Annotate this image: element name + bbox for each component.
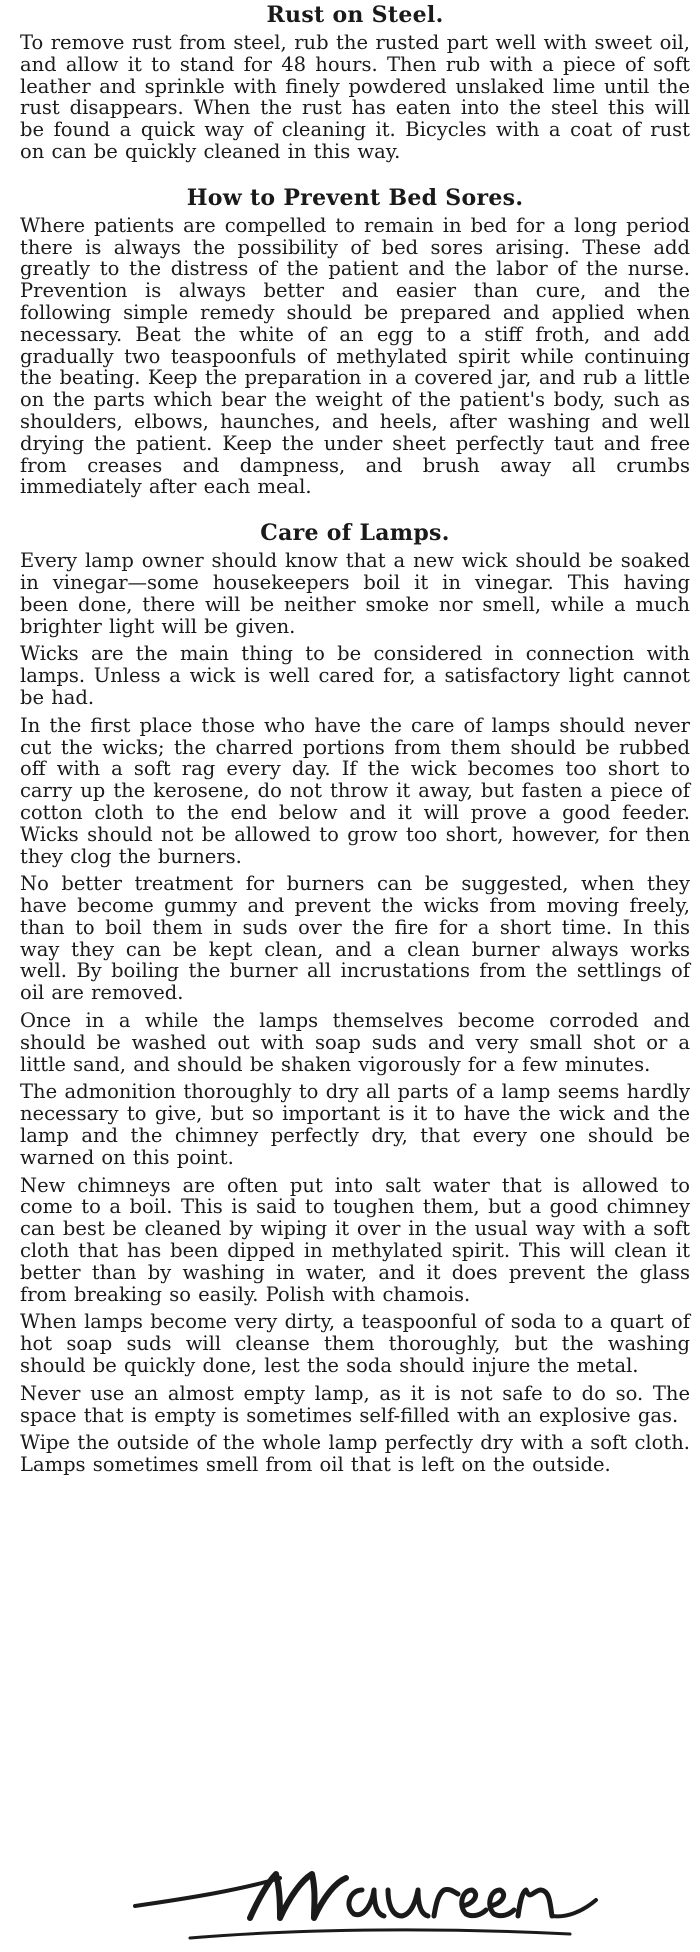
paragraph: Where patients are compelled to remain in bed for a long period there is always the possibility of bed sores arising. These add greatly to the distress of the patient and the labor of the nurse. Prevention is always better and easier than cure, and the following simple remedy should be prepared and applied when necessary. Beat the white of an egg to a stiff froth, and add gradually two teaspoonfuls of methylated spirit while continuing the beating. Keep the preparation in a covered jar, and rub a little on the parts which bear the weight of the patient's body, such as shoulders, elbows, haunches, and heels, after washing and well drying the patient. Keep the under sheet perfectly taut and free from creases and dampness, and brush away all crumbs immediately after each meal. [20,213,690,499]
heading-care-of-lamps: Care of Lamps. [260,520,450,547]
paragraph: To remove rust from steel, rub the rusted part well with sweet oil, and allow it to stand for 48 hours. Then rub with a piece of soft leather and sprinkle with finely powdered unslaked lime until the rust disappears. When the rust has eaten into the steel this will be found a quick way of cleaning it. Bicycles with a coat of rust on can be quickly cleaned in this way. [20,31,690,163]
paragraph: New chimneys are often put into salt water that is allowed to come to a boil. This is said to toughen them, but a good chimney can best be cleaned by wiping it over in the usual way with a soft cloth that has been dipped in methylated spirit. This will clean it better than by washing in water, and it does prevent the glass from breaking so easily. Polish with chamois. [20,1173,690,1306]
heading-bed-sores: How to Prevent Bed Sores. [186,184,524,211]
paragraph: Once in a while the lamps themselves become corroded and should be washed out with soap suds and very small shot or a little sand, and should be shaken vigorously for a few minutes. [20,1009,690,1076]
signature-maureen [130,1840,600,1950]
paragraph: Wipe the outside of the whole lamp perfectly dry with a soft cloth. Lamps sometimes smell from oil that is left on the outside. [20,1431,690,1477]
paragraph: Wicks are the main thing to be considered in connection with lamps. Unless a wick is well cared for, a satisfactory light cannot be had. [20,642,690,709]
paragraph: No better treatment for burners can be suggested, when they have become gummy and prevent the wicks from moving freely, than to boil them in suds over the fire for a short time. In this way they can be kept clean, and a clean burner always works well. By boiling the burner all incrustations from the settlings of oil are removed. [20,872,690,1005]
paragraph: When lamps become very dirty, a teaspoonful of soda to a quart of hot soap suds will cleanse them thoroughly, but the washing should be quickly done, lest the soda should injure the metal. [20,1310,690,1378]
paragraph: In the first place those who have the care of lamps should never cut the wicks; the charred portions from them should be rubbed off with a soft rag every day. If the wick becomes too short to carry up the kerosene, do not throw it away, but fasten a piece of cotton cloth to the end below and it will prove a good feeder. Wicks should not be allowed to grow too short, however, for then they clog the burners. [20,713,690,868]
section-spacer [20,504,690,520]
paragraph: The admonition thoroughly to dry all parts of a lamp seems hardly necessary to give, but so important is it to have the wick and the lamp and the chimney perfectly dry, that every one should be warned on this point. [20,1080,690,1169]
section-spacer [20,169,690,185]
heading-rust-on-steel: Rust on Steel. [266,2,444,28]
paragraph: Every lamp owner should know that a new wick should be soaked in vinegar—some housekeepers boil it in vinegar. This having been done, there will be neither smoke nor smell, while a much brighter light will be given. [20,549,690,638]
paragraph: Never use an almost empty lamp, as it is not safe to do so. The space that is empty is sometimes self-filled with an explosive gas. [20,1381,690,1427]
